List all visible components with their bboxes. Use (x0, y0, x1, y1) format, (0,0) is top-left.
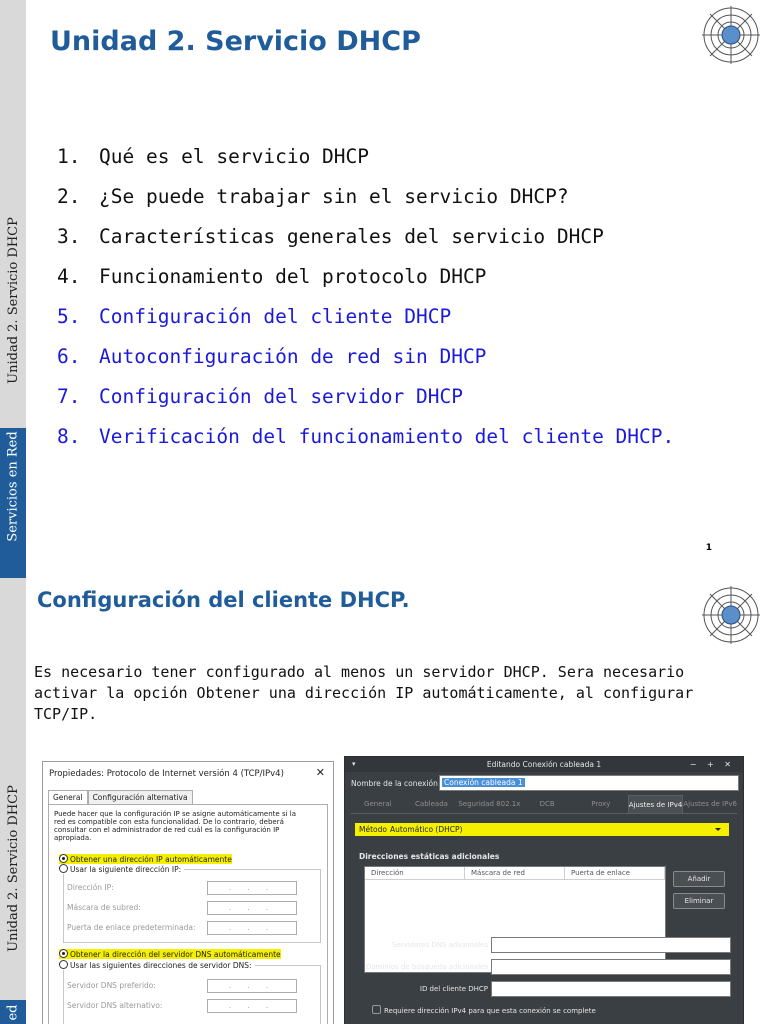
radio-checked-icon (59, 854, 68, 863)
toc-item-number: 3. (57, 225, 81, 248)
static-addresses-heading: Direcciones estáticas adicionales (359, 852, 500, 861)
toc-item-label: Autoconfiguración de red sin DHCP (99, 345, 487, 368)
sidebar (0, 578, 26, 1024)
table-of-contents (57, 142, 674, 462)
slide-2 (0, 578, 768, 1024)
dhcp-client-id-input[interactable] (491, 981, 731, 997)
tab-alternative-config[interactable]: Configuración alternativa (88, 790, 193, 804)
ip-address-label: Dirección IP: (67, 883, 114, 892)
tab-ipv4-settings[interactable]: Ajustes de IPv4 (628, 795, 684, 813)
tab-ipv6-settings[interactable]: Ajustes de IPv6 (683, 800, 737, 808)
section-title: Configuración del cliente DHCP. (37, 588, 410, 612)
tab-wired[interactable]: Cableada (415, 800, 448, 808)
spider-web-globe-icon (700, 584, 762, 646)
manual-ip-label: Usar la siguiente dirección IP: (70, 865, 182, 874)
method-row (355, 823, 729, 836)
toc-item-number: 8. (57, 425, 81, 448)
preferred-dns-label: Servidor DNS preferido: (67, 981, 156, 990)
toc-item[interactable] (57, 222, 674, 262)
tab-proxy[interactable]: Proxy (591, 800, 611, 808)
toc-item-label: Configuración del servidor DHCP (99, 385, 463, 408)
window-controls[interactable]: − + ✕ (689, 760, 735, 769)
toc-item-label: Verificación del funcionamiento del cliente DHCP. (99, 425, 675, 448)
page-number: 1 (705, 543, 712, 553)
delete-button[interactable]: Eliminar (673, 893, 725, 909)
windows-ipv4-dialog (42, 761, 334, 1024)
sidebar-unit-label: Unidad 2. Servicio DHCP (5, 784, 21, 952)
connection-tabs (351, 795, 737, 814)
method-dropdown[interactable] (390, 823, 725, 836)
dialog-title: Editando Conexión cableada 1 (345, 757, 743, 772)
add-button[interactable]: Añadir (673, 871, 725, 887)
search-domains-input[interactable] (491, 959, 731, 975)
radio-unchecked-icon (59, 864, 68, 873)
require-ipv4-label: Requiere dirección IPv4 para que esta conexión se complete (384, 1007, 596, 1015)
toc-item-number: 6. (57, 345, 81, 368)
dialog-body (48, 804, 328, 1024)
require-ipv4-checkbox[interactable] (372, 1005, 596, 1015)
page-title: Unidad 2. Servicio DHCP (50, 26, 421, 57)
dialog-title: Propiedades: Protocolo de Internet versión 4 (TCP/IPv4) (49, 769, 284, 779)
toc-item-label: Qué es el servicio DHCP (99, 145, 370, 168)
preferred-dns-field[interactable]: . . . (207, 979, 297, 993)
alternate-dns-field[interactable]: . . . (207, 999, 297, 1013)
manual-dns-radio[interactable] (59, 960, 255, 970)
toc-item-label: Configuración del cliente DHCP (99, 305, 452, 328)
column-header: Puerta de enlace (565, 867, 665, 879)
auto-ip-radio[interactable] (59, 854, 232, 864)
method-label: Método (359, 825, 387, 834)
manual-dns-group (63, 965, 321, 1024)
tab-dcb[interactable]: DCB (539, 800, 555, 808)
connection-name-label: Nombre de la conexión (351, 779, 438, 788)
manual-ip-radio[interactable] (59, 864, 184, 874)
linux-connection-dialog (344, 756, 744, 1024)
dns-servers-label: Servidores DNS adicionales (391, 941, 488, 949)
close-icon[interactable]: ✕ (315, 766, 325, 779)
toc-item[interactable] (57, 182, 674, 222)
gateway-field[interactable]: . . . (207, 921, 297, 935)
toc-item[interactable] (57, 382, 674, 422)
sidebar-unit-label: Unidad 2. Servicio DHCP (5, 216, 21, 384)
auto-dns-radio[interactable] (59, 949, 281, 959)
auto-dns-label: Obtener la dirección del servidor DNS automáticamente (70, 950, 281, 959)
toc-item-number: 2. (57, 185, 81, 208)
table-header (365, 867, 665, 880)
subnet-mask-field[interactable]: . . . (207, 901, 297, 915)
method-value: Automático (DHCP) (390, 825, 463, 834)
toc-item[interactable] (57, 342, 674, 382)
gateway-label: Puerta de enlace predeterminada: (67, 923, 196, 932)
toc-item[interactable] (57, 422, 674, 462)
toc-item-number: 7. (57, 385, 81, 408)
sidebar-module-label: Servicios en Red (5, 430, 21, 542)
intro-paragraph: Es necesario tener configurado al menos un servidor DHCP. Sera necesario activar la opción Obtener una dirección IP automáticamente, al configurar TCP/IP. (34, 663, 694, 723)
checkbox-icon (372, 1005, 381, 1014)
sidebar-module-label: ed (5, 1003, 21, 1021)
toc-item-label: Características generales del servicio DHCP (99, 225, 604, 248)
dns-servers-input[interactable] (491, 937, 731, 953)
dhcp-client-id-label: ID del cliente DHCP (419, 985, 488, 993)
tab-general[interactable]: General (48, 790, 88, 804)
window-menu-icon[interactable]: ▾ (352, 760, 356, 768)
tab-8021x-security[interactable]: Seguridad 802.1x (458, 800, 521, 808)
toc-item-number: 1. (57, 145, 81, 168)
toc-item[interactable] (57, 302, 674, 342)
toc-item-number: 4. (57, 265, 81, 288)
dialog-description: Puede hacer que la configuración IP se asigne automáticamente si la red es compatible con esta funcionalidad. De lo contrario, deberá consultar con el administrador de red cuál es la configuración IP apropiada. (54, 810, 296, 842)
sidebar (0, 0, 26, 578)
dialog-tabs (48, 790, 193, 804)
spider-web-globe-icon (700, 4, 762, 66)
alternate-dns-label: Servidor DNS alternativo: (67, 1001, 163, 1010)
ip-address-field[interactable]: . . . (207, 881, 297, 895)
connection-name-value: Conexión cableada 1 (444, 778, 523, 787)
search-domains-label: Dominios de búsqueda adicionales (366, 963, 488, 971)
connection-name-input[interactable] (439, 775, 739, 791)
column-header: Máscara de red (465, 867, 565, 879)
auto-ip-label: Obtener una dirección IP automáticamente (70, 855, 232, 864)
radio-checked-icon (59, 949, 68, 958)
tab-general[interactable]: General (364, 800, 392, 808)
manual-dns-label: Usar las siguientes direcciones de servidor DNS: (70, 961, 252, 970)
toc-item-label: Funcionamiento del protocolo DHCP (99, 265, 487, 288)
column-header: Dirección (365, 867, 465, 879)
subnet-mask-label: Máscara de subred: (67, 903, 141, 912)
static-addresses-table[interactable] (364, 866, 666, 973)
toc-item[interactable] (57, 262, 674, 302)
toc-item[interactable] (57, 142, 674, 182)
toc-item-label: ¿Se puede trabajar sin el servicio DHCP? (99, 185, 569, 208)
radio-unchecked-icon (59, 960, 68, 969)
toc-item-number: 5. (57, 305, 81, 328)
